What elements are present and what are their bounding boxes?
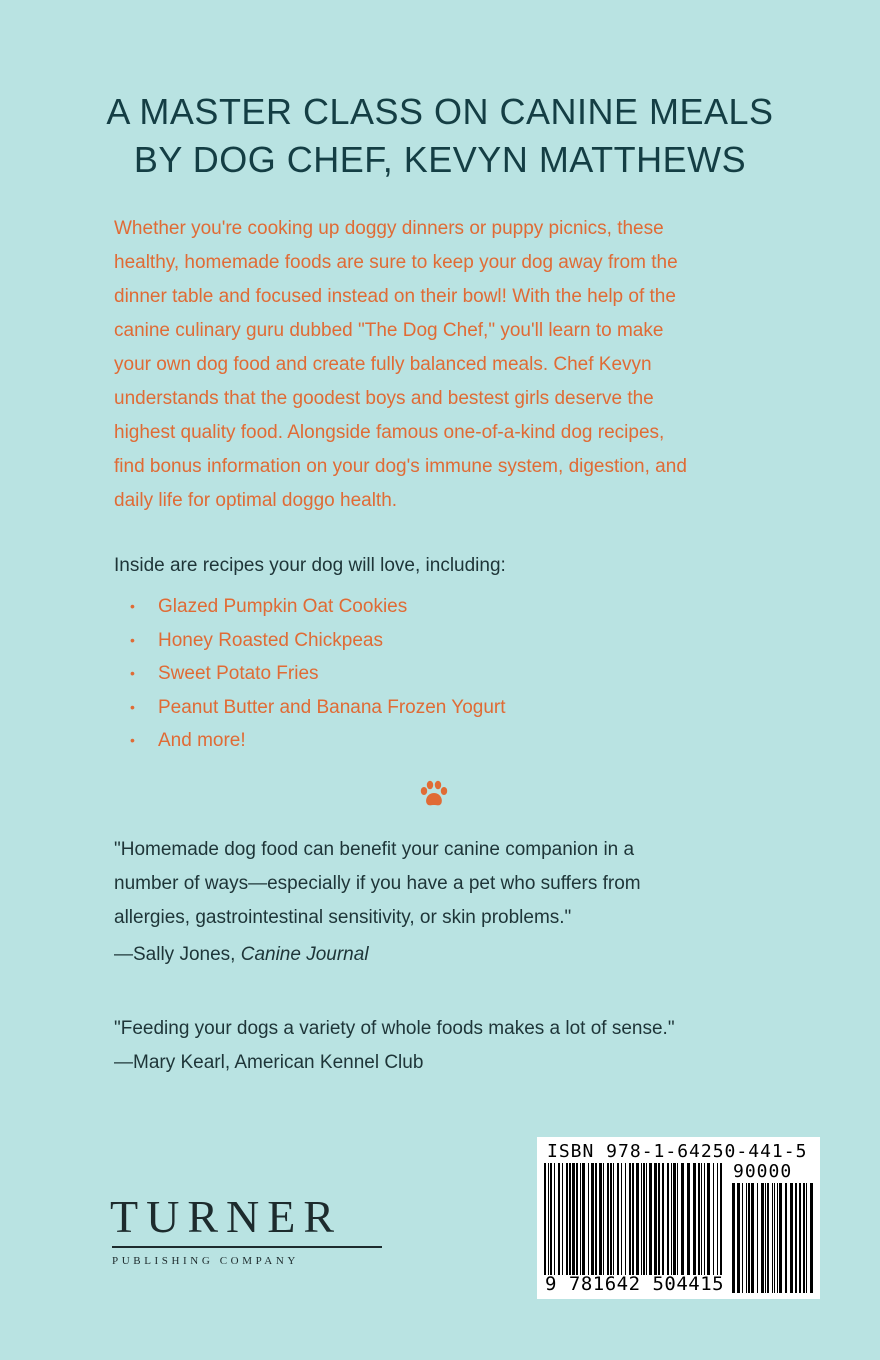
blurb-line: understands that the goodest boys and bestest girls deserve the	[114, 388, 654, 409]
barcode-stripe	[641, 1163, 642, 1275]
barcode-stripe	[774, 1183, 775, 1293]
barcode-stripe	[550, 1163, 552, 1275]
barcode-stripe	[554, 1163, 555, 1275]
isbn-label: ISBN 978-1-64250-441-5	[547, 1141, 808, 1162]
barcode-stripe	[701, 1163, 702, 1275]
barcode-stripe	[790, 1183, 793, 1293]
blurb-line: find bonus information on your dog's immune system, digestion, and	[114, 456, 687, 477]
barcode-stripe	[613, 1163, 614, 1275]
blurb-line: canine culinary guru dubbed "The Dog Chef," you'll learn to make	[114, 320, 664, 341]
barcode-stripe	[673, 1163, 676, 1275]
barcode-stripe	[649, 1163, 652, 1275]
list-item	[130, 724, 506, 758]
barcode-stripe	[767, 1183, 769, 1293]
list-item	[130, 624, 506, 658]
list-item	[130, 657, 506, 691]
barcode-stripe	[572, 1163, 575, 1275]
barcode-stripe	[698, 1163, 700, 1275]
paw-print-icon	[419, 780, 449, 808]
barcode-stripe	[662, 1163, 664, 1275]
blurb-line: Whether you're cooking up doggy dinners or puppy picnics, these	[114, 218, 664, 239]
publisher-rule	[112, 1246, 382, 1248]
barcode-stripe	[677, 1163, 678, 1275]
barcode-stripe	[603, 1163, 604, 1275]
quote-line: allergies, gastrointestinal sensitivity, or skin problems."	[114, 907, 572, 928]
barcode-stripe	[693, 1163, 696, 1275]
barcode-stripe	[671, 1163, 672, 1275]
barcode-stripe	[629, 1163, 631, 1275]
blurb-line: healthy, homemade foods are sure to keep your dog away from the	[114, 252, 678, 273]
testimonial-quote-2	[114, 1012, 794, 1046]
barcode-stripe	[636, 1163, 639, 1275]
barcode-stripe	[646, 1163, 647, 1275]
barcode-stripe	[544, 1163, 546, 1275]
barcode-stripe	[591, 1163, 594, 1275]
barcode-stripe	[765, 1183, 766, 1293]
headline-line-2: BY DOG CHEF, KEVYN MATTHEWS	[133, 139, 747, 180]
barcode-stripe	[761, 1183, 764, 1293]
barcode-stripe	[737, 1183, 740, 1293]
barcode-stripe	[607, 1163, 609, 1275]
blurb-line: daily life for optimal doggo health.	[114, 490, 398, 511]
bullet-icon: •	[130, 598, 135, 614]
barcode-stripe	[779, 1183, 782, 1293]
blurb-line: highest quality food. Alongside famous one-of-a-kind dog recipes,	[114, 422, 665, 443]
barcode-stripe	[799, 1183, 801, 1293]
barcode-stripe	[772, 1183, 773, 1293]
barcode-stripe	[717, 1163, 718, 1275]
list-item	[130, 691, 506, 725]
barcode-stripe	[658, 1163, 660, 1275]
barcode-stripe	[654, 1163, 657, 1275]
headline	[0, 88, 880, 184]
barcode-digits: 9 781642 504415	[545, 1273, 725, 1295]
recipe-name: Glazed Pumpkin Oat Cookies	[158, 596, 408, 617]
bullet-icon: •	[130, 698, 135, 715]
barcode-stripe	[562, 1163, 563, 1275]
testimonial-quote-1	[114, 833, 794, 935]
recipe-name: And more!	[158, 730, 246, 751]
barcode-stripe	[595, 1163, 597, 1275]
barcode-stripe	[548, 1163, 549, 1275]
bullet-icon: •	[130, 665, 135, 681]
barcode-stripe	[803, 1183, 805, 1293]
publisher-name: TURNER	[110, 1191, 342, 1242]
barcode-stripe	[580, 1163, 581, 1275]
barcode-stripe	[632, 1163, 634, 1275]
barcode-stripe	[785, 1183, 787, 1293]
barcode-stripe	[621, 1163, 622, 1275]
quote-1-attribution	[114, 940, 369, 970]
barcode-bars	[543, 1163, 723, 1275]
barcode-stripe	[748, 1183, 750, 1293]
recipe-name: Honey Roasted Chickpeas	[158, 629, 383, 651]
headline-line-1: A MASTER CLASS ON CANINE MEALS	[106, 91, 774, 132]
publisher-subtitle: PUBLISHING COMPANY	[112, 1255, 299, 1267]
list-item	[130, 590, 506, 624]
barcode-stripe	[795, 1183, 797, 1293]
barcode-addon-bars	[731, 1183, 813, 1293]
barcode-stripe	[732, 1183, 735, 1293]
barcode-stripe	[610, 1163, 612, 1275]
barcode-stripe	[667, 1163, 669, 1275]
attribution-source: Canine Journal	[240, 944, 369, 965]
recipe-name: Sweet Potato Fries	[158, 663, 319, 684]
blurb-line: your own dog food and create fully balanced meals. Chef Kevyn	[114, 354, 652, 375]
barcode-stripe	[576, 1163, 578, 1275]
bullet-icon: •	[130, 631, 135, 648]
publisher-logo	[110, 1191, 382, 1268]
barcode-stripe	[720, 1163, 722, 1275]
quote-2-attribution: —Mary Kearl, American Kennel Club	[114, 1052, 424, 1073]
barcode-stripe	[757, 1183, 758, 1293]
barcode-stripe	[566, 1163, 568, 1275]
isbn-barcode	[537, 1137, 820, 1299]
quote-line: number of ways—especially if you have a pet who suffers from	[114, 873, 641, 894]
recipe-list	[130, 590, 506, 758]
barcode-stripe	[625, 1163, 626, 1275]
barcode-stripe	[617, 1163, 619, 1275]
barcode-stripe	[810, 1183, 813, 1293]
barcode-stripe	[643, 1163, 645, 1275]
barcode-stripe	[569, 1163, 571, 1275]
barcode-stripe	[742, 1183, 743, 1293]
barcode-stripe	[599, 1163, 602, 1275]
quote-line: "Homemade dog food can benefit your canine companion in a	[114, 839, 635, 860]
barcode-stripe	[777, 1183, 778, 1293]
barcode-stripe	[751, 1183, 754, 1293]
blurb-line: dinner table and focused instead on their bowl! With the help of the	[114, 286, 676, 307]
barcode-stripe	[746, 1183, 747, 1293]
barcode-stripe	[806, 1183, 807, 1293]
recipe-name: Peanut Butter and Banana Frozen Yogurt	[158, 696, 506, 718]
description-blurb	[114, 212, 774, 518]
recipes-intro: Inside are recipes your dog will love, including:	[114, 555, 506, 576]
barcode-stripe	[558, 1163, 560, 1275]
barcode-addon-digits: 90000	[733, 1161, 793, 1182]
barcode-stripe	[588, 1163, 589, 1275]
barcode-stripe	[582, 1163, 585, 1275]
barcode-stripe	[687, 1163, 690, 1275]
barcode-stripe	[707, 1163, 710, 1275]
attribution-name: —Sally Jones,	[114, 944, 241, 965]
bullet-icon: •	[130, 732, 135, 748]
barcode-stripe	[713, 1163, 714, 1275]
barcode-stripe	[681, 1163, 684, 1275]
quote-line: "Feeding your dogs a variety of whole foods makes a lot of sense."	[114, 1018, 675, 1039]
barcode-stripe	[704, 1163, 705, 1275]
